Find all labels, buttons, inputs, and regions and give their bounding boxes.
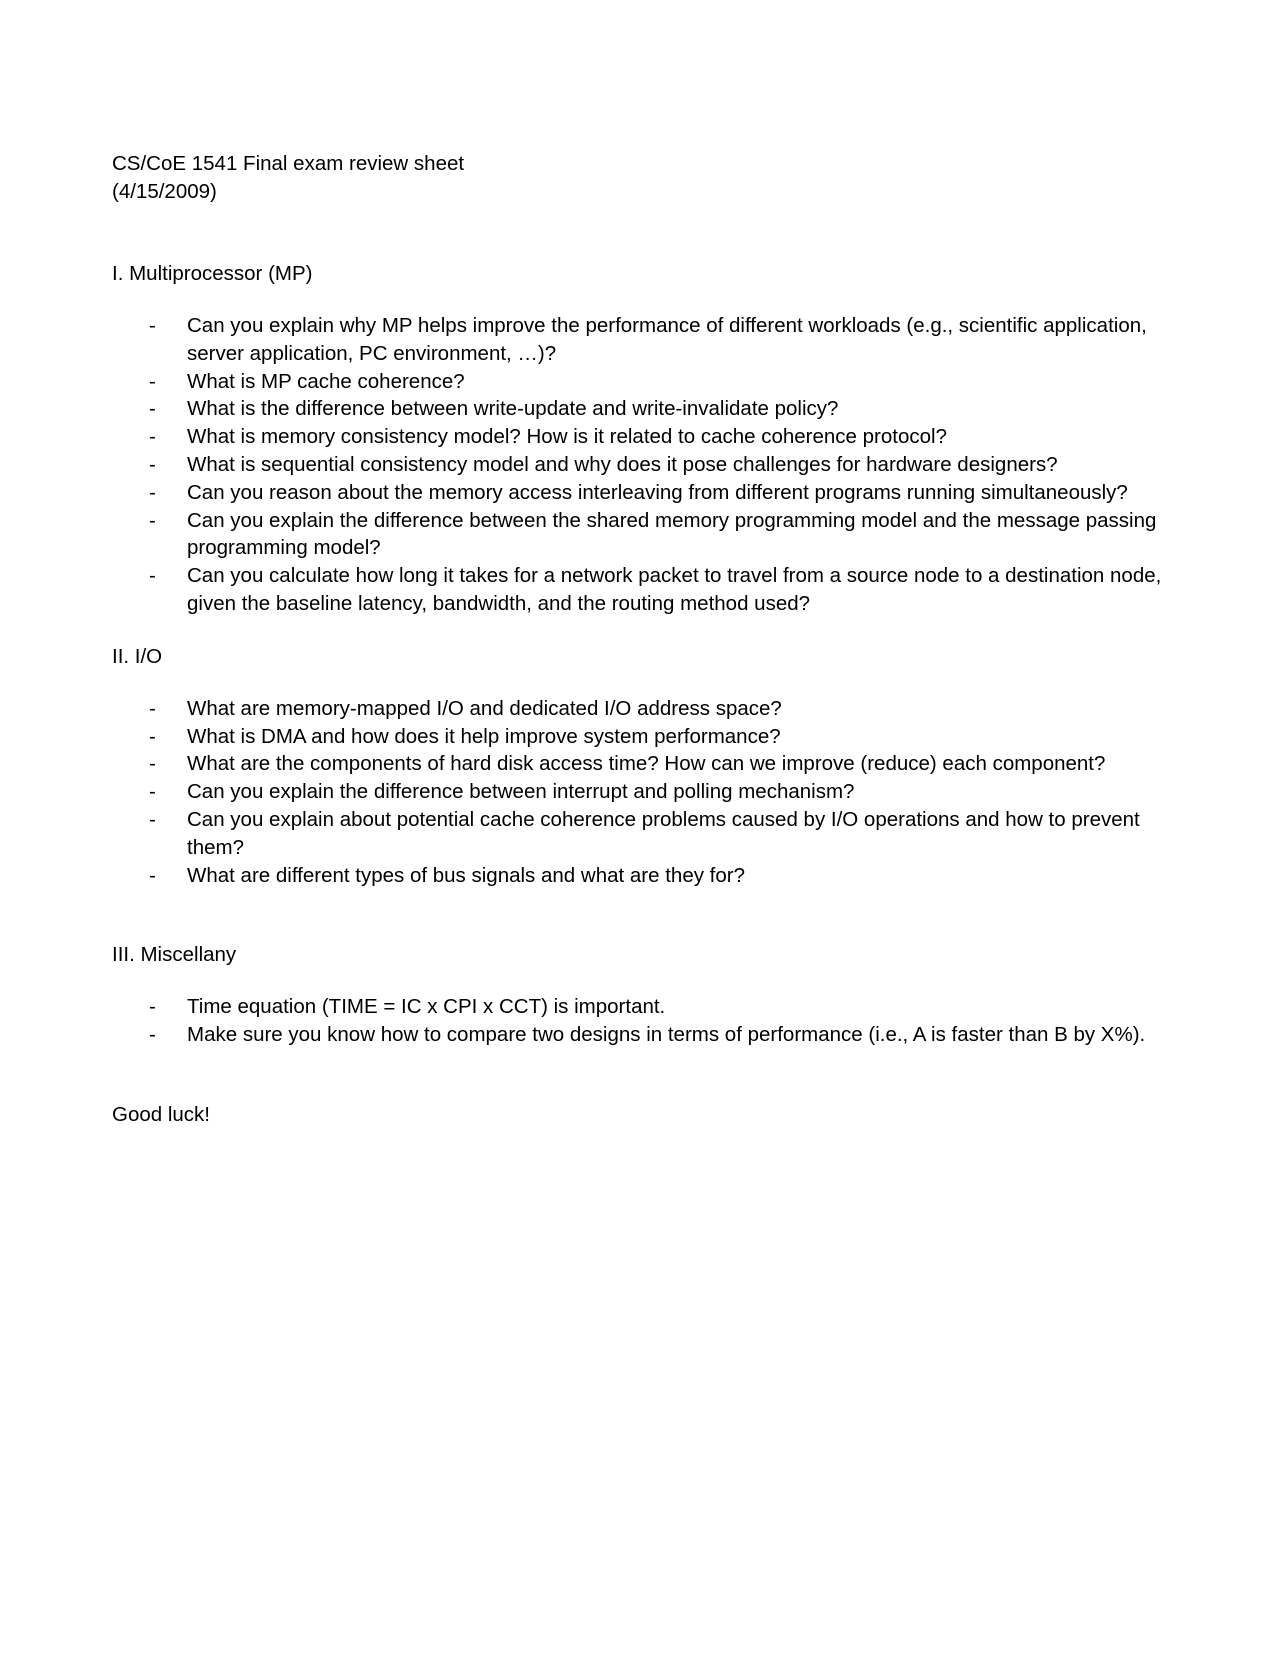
list-item <box>112 451 1172 479</box>
list-item <box>112 562 1172 618</box>
list-item-text: What are memory-mapped I/O and dedicated I/O address space? <box>187 696 782 720</box>
list-item-text: What is MP cache coherence? <box>187 369 465 393</box>
list-item-text: Can you reason about the memory access interleaving from different programs running simultaneously? <box>187 480 1128 504</box>
list-item-text: Can you explain the difference between interrupt and polling mechanism? <box>187 780 855 804</box>
bullet-dash: - <box>149 752 156 776</box>
closing-text: Good luck! <box>112 1102 210 1126</box>
list-item <box>112 479 1172 507</box>
bullet-dash: - <box>149 564 156 588</box>
bullet-dash: - <box>149 995 156 1019</box>
list-item-text: Make sure you know how to compare two designs in terms of performance (i.e., A is faster than B by X%). <box>187 1023 1146 1047</box>
list-item-text: What is DMA and how does it help improve system performance? <box>187 724 781 748</box>
list-item-text: Can you explain the difference between the shared memory programming model and the message passing programming model? <box>187 508 1157 560</box>
list-item <box>112 723 1172 751</box>
list-item <box>112 368 1172 396</box>
bullet-dash: - <box>149 480 156 504</box>
list-item <box>112 695 1172 723</box>
multiprocessor-question-list <box>112 312 1172 618</box>
document-title: CS/CoE 1541 Final exam review sheet <box>112 152 465 175</box>
list-item <box>112 806 1172 862</box>
list-item-text: What is sequential consistency model and why does it pose challenges for hardware designers? <box>187 452 1058 476</box>
list-item <box>112 862 1172 890</box>
io-question-list <box>112 695 1172 890</box>
list-item <box>112 778 1172 806</box>
section-title-io: II. I/O <box>112 644 163 668</box>
list-item <box>112 423 1172 451</box>
list-item <box>112 1021 1172 1049</box>
list-item <box>112 507 1172 563</box>
bullet-dash: - <box>149 780 156 804</box>
list-item-text: What are the components of hard disk access time? How can we improve (reduce) each component? <box>187 752 1106 776</box>
list-item <box>112 312 1172 368</box>
list-item-text: What is memory consistency model? How is it related to cache coherence protocol? <box>187 425 947 449</box>
bullet-dash: - <box>149 807 156 831</box>
section-title-multiprocessor: I. Multiprocessor (MP) <box>112 262 313 285</box>
bullet-dash: - <box>149 425 156 449</box>
bullet-dash: - <box>149 314 156 337</box>
bullet-dash: - <box>149 369 156 393</box>
bullet-dash: - <box>149 1023 156 1047</box>
document-date: (4/15/2009) <box>112 180 217 203</box>
list-item-text: Can you explain why MP helps improve the performance of different workloads (e.g., scientific application, server application, PC environment, …)? <box>187 314 1147 365</box>
miscellany-list <box>112 993 1172 1049</box>
bullet-dash: - <box>149 452 156 476</box>
bullet-dash: - <box>149 696 156 720</box>
list-item <box>112 750 1172 778</box>
bullet-dash: - <box>149 724 156 748</box>
bullet-dash: - <box>149 397 156 421</box>
list-item-text: Time equation (TIME = IC x CPI x CCT) is important. <box>187 995 666 1019</box>
list-item <box>112 993 1172 1021</box>
list-item-text: Can you calculate how long it takes for a network packet to travel from a source node to a destination node, given the baseline latency, bandwidth, and the routing method used? <box>187 564 1162 615</box>
list-item-text: Can you explain about potential cache coherence problems caused by I/O operations and how to prevent them? <box>187 807 1140 859</box>
list-item-text: What are different types of bus signals and what are they for? <box>187 863 745 887</box>
list-item-text: What is the difference between write-update and write-invalidate policy? <box>187 397 839 421</box>
section-title-miscellany: III. Miscellany <box>112 943 237 967</box>
review-sheet-page <box>112 150 1172 1129</box>
list-item <box>112 395 1172 423</box>
bullet-dash: - <box>149 508 156 532</box>
bullet-dash: - <box>149 863 156 887</box>
